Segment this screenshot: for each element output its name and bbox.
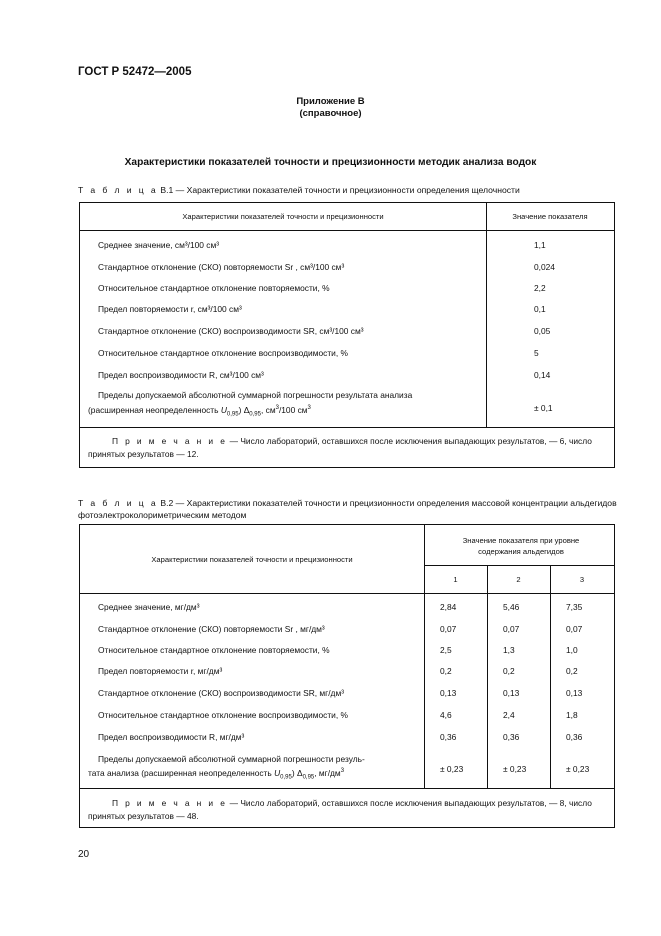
table2-row-value-2: 0,13: [503, 688, 520, 698]
table2-row-label: Относительное стандартное отклонение повторяемости, %: [98, 645, 330, 655]
table2-row-value-1: 2,5: [440, 645, 452, 655]
table1-row-value: 0,05: [534, 326, 551, 336]
table1-row-value: 1,1: [534, 240, 546, 250]
table2-row-label: Стандартное отклонение (СКО) повторяемости Sr , мг/дм³: [98, 624, 325, 634]
table2-caption-prefix: Т а б л и ц а: [78, 498, 158, 508]
table2-row-label: Среднее значение, мг/дм³: [98, 602, 200, 612]
table2-row-value-2: 5,46: [503, 602, 520, 612]
table2-row-value-2: 0,2: [503, 666, 515, 676]
table1-last-row-value: ± 0,1: [534, 403, 553, 413]
table2-note-prefix: П р и м е ч а н и е: [112, 798, 228, 808]
appendix-type: (справочное): [299, 108, 362, 119]
table1-header-characteristic: Характеристики показателей точности и прецизионности: [182, 212, 384, 221]
table1-row-label: Относительное стандартное отклонение повторяемости, %: [98, 283, 330, 293]
table2-row-value-1: 2,84: [440, 602, 457, 612]
table2-last-row-value-1: ± 0,23: [440, 764, 464, 774]
table2-row-value-3: 0,2: [566, 666, 578, 676]
table2-caption: [78, 497, 623, 521]
table1-note: [88, 435, 608, 461]
table2-caption-text: В.2 — Характеристики показателей точности и прецизионности определения массовой концентрации альдегидов фотоэлектроколориметрическим методом: [78, 498, 617, 520]
table2: [79, 524, 615, 828]
table2-row-value-2: 0,07: [503, 624, 520, 634]
table1-row-label: Предел воспроизводимости R, см³/100 см³: [98, 370, 264, 380]
table1-row-label: Стандартное отклонение (СКО) повторяемости Sr , см³/100 см³: [98, 262, 345, 272]
table2-note: [88, 797, 608, 823]
table2-header-level-2: 2: [516, 575, 521, 584]
table2-row-value-1: 0,07: [440, 624, 457, 634]
table2-header-level-1: 1: [453, 575, 458, 584]
table1-row-value: 2,2: [534, 283, 546, 293]
table2-row-value-3: 1,8: [566, 710, 578, 720]
table1-last-row-line1: Пределы допускаемой абсолютной суммарной погрешности результата анализа: [98, 390, 413, 400]
table2-last-row-line1: Пределы допускаемой абсолютной суммарной погрешности резуль-: [98, 754, 365, 764]
table2-row-value-2: 2,4: [503, 710, 515, 720]
table2-row-value-1: 4,6: [440, 710, 452, 720]
table2-row-value-3: 7,35: [566, 602, 583, 612]
table2-header-level-group: Значение показателя при уровне содержания альдегидов: [462, 536, 580, 556]
appendix-label: Приложение В: [296, 96, 365, 107]
table1-header-value: Значение показателя: [512, 212, 588, 221]
table2-row-label: Стандартное отклонение (СКО) воспроизводимости SR, мг/дм³: [98, 688, 344, 698]
table2-row-label: Относительное стандартное отклонение воспроизводимости, %: [98, 710, 348, 720]
table1-note-text: — Число лабораторий, оставшихся после исключения выпадающих результатов, — 6, число принятых результатов — 12.: [88, 436, 592, 459]
table2-row-value-3: 1,0: [566, 645, 578, 655]
table2-last-row-value-2: ± 0,23: [503, 764, 527, 774]
table2-note-text: — Число лабораторий, оставшихся после исключения выпадающих результатов, — 8, число принятых результатов — 48.: [88, 798, 592, 821]
table2-row-value-2: 0,36: [503, 732, 520, 742]
table1-last-row-line2: (расширенная неопределенность $U_{0,95}$) $\Delta_{0,95}$, $см^3/100$ $см^3$: [88, 404, 311, 418]
table1-row-label: Среднее значение, см³/100 см³: [98, 240, 220, 250]
table1-row-label: Предел повторяемости r, см³/100 см³: [98, 304, 242, 314]
table2-row-value-3: 0,07: [566, 624, 583, 634]
table2-row-value-1: 0,36: [440, 732, 457, 742]
table2-row-value-2: 1,3: [503, 645, 515, 655]
table2-row-value-1: 0,13: [440, 688, 457, 698]
table2-header-characteristic: Характеристики показателей точности и прецизионности: [151, 555, 353, 564]
table1-row-label: Стандартное отклонение (СКО) воспроизводимости SR, см³/100 см³: [98, 326, 364, 336]
table2-row-label: Предел повторяемости r, мг/дм³: [98, 666, 223, 676]
table2-last-row-line2: тата анализа (расширенная неопределенность $U_{0,95}$) $\Delta_{0,95}$, $мг/дм^3$: [88, 767, 345, 781]
page-number: 20: [78, 849, 90, 860]
table1-caption: [78, 184, 618, 196]
table1-row-value: 0,024: [534, 262, 555, 272]
table2-row-value-1: 0,2: [440, 666, 452, 676]
table2-last-row-value-3: ± 0,23: [566, 764, 590, 774]
document-id: ГОСТ Р 52472—2005: [78, 66, 192, 78]
table1-note-prefix: П р и м е ч а н и е: [112, 436, 228, 446]
table1-row-value: 0,14: [534, 370, 551, 380]
table2-header-level-3: 3: [579, 575, 585, 584]
table1-row-value: 5: [534, 348, 539, 358]
table2-row-value-3: 0,13: [566, 688, 583, 698]
table1-caption-text: В.1 — Характеристики показателей точности и прецизионности определения щелочности: [158, 185, 520, 195]
table1-caption-prefix: Т а б л и ц а: [78, 185, 158, 195]
table1-row-value: 0,1: [534, 304, 546, 314]
table1-row-label: Относительное стандартное отклонение воспроизводимости, %: [98, 348, 348, 358]
table1: [79, 202, 615, 468]
table2-row-label: Предел воспроизводимости R, мг/дм³: [98, 732, 245, 742]
section-title: Характеристики показателей точности и прецизионности методик анализа водок: [124, 157, 537, 168]
table2-row-value-3: 0,36: [566, 732, 583, 742]
